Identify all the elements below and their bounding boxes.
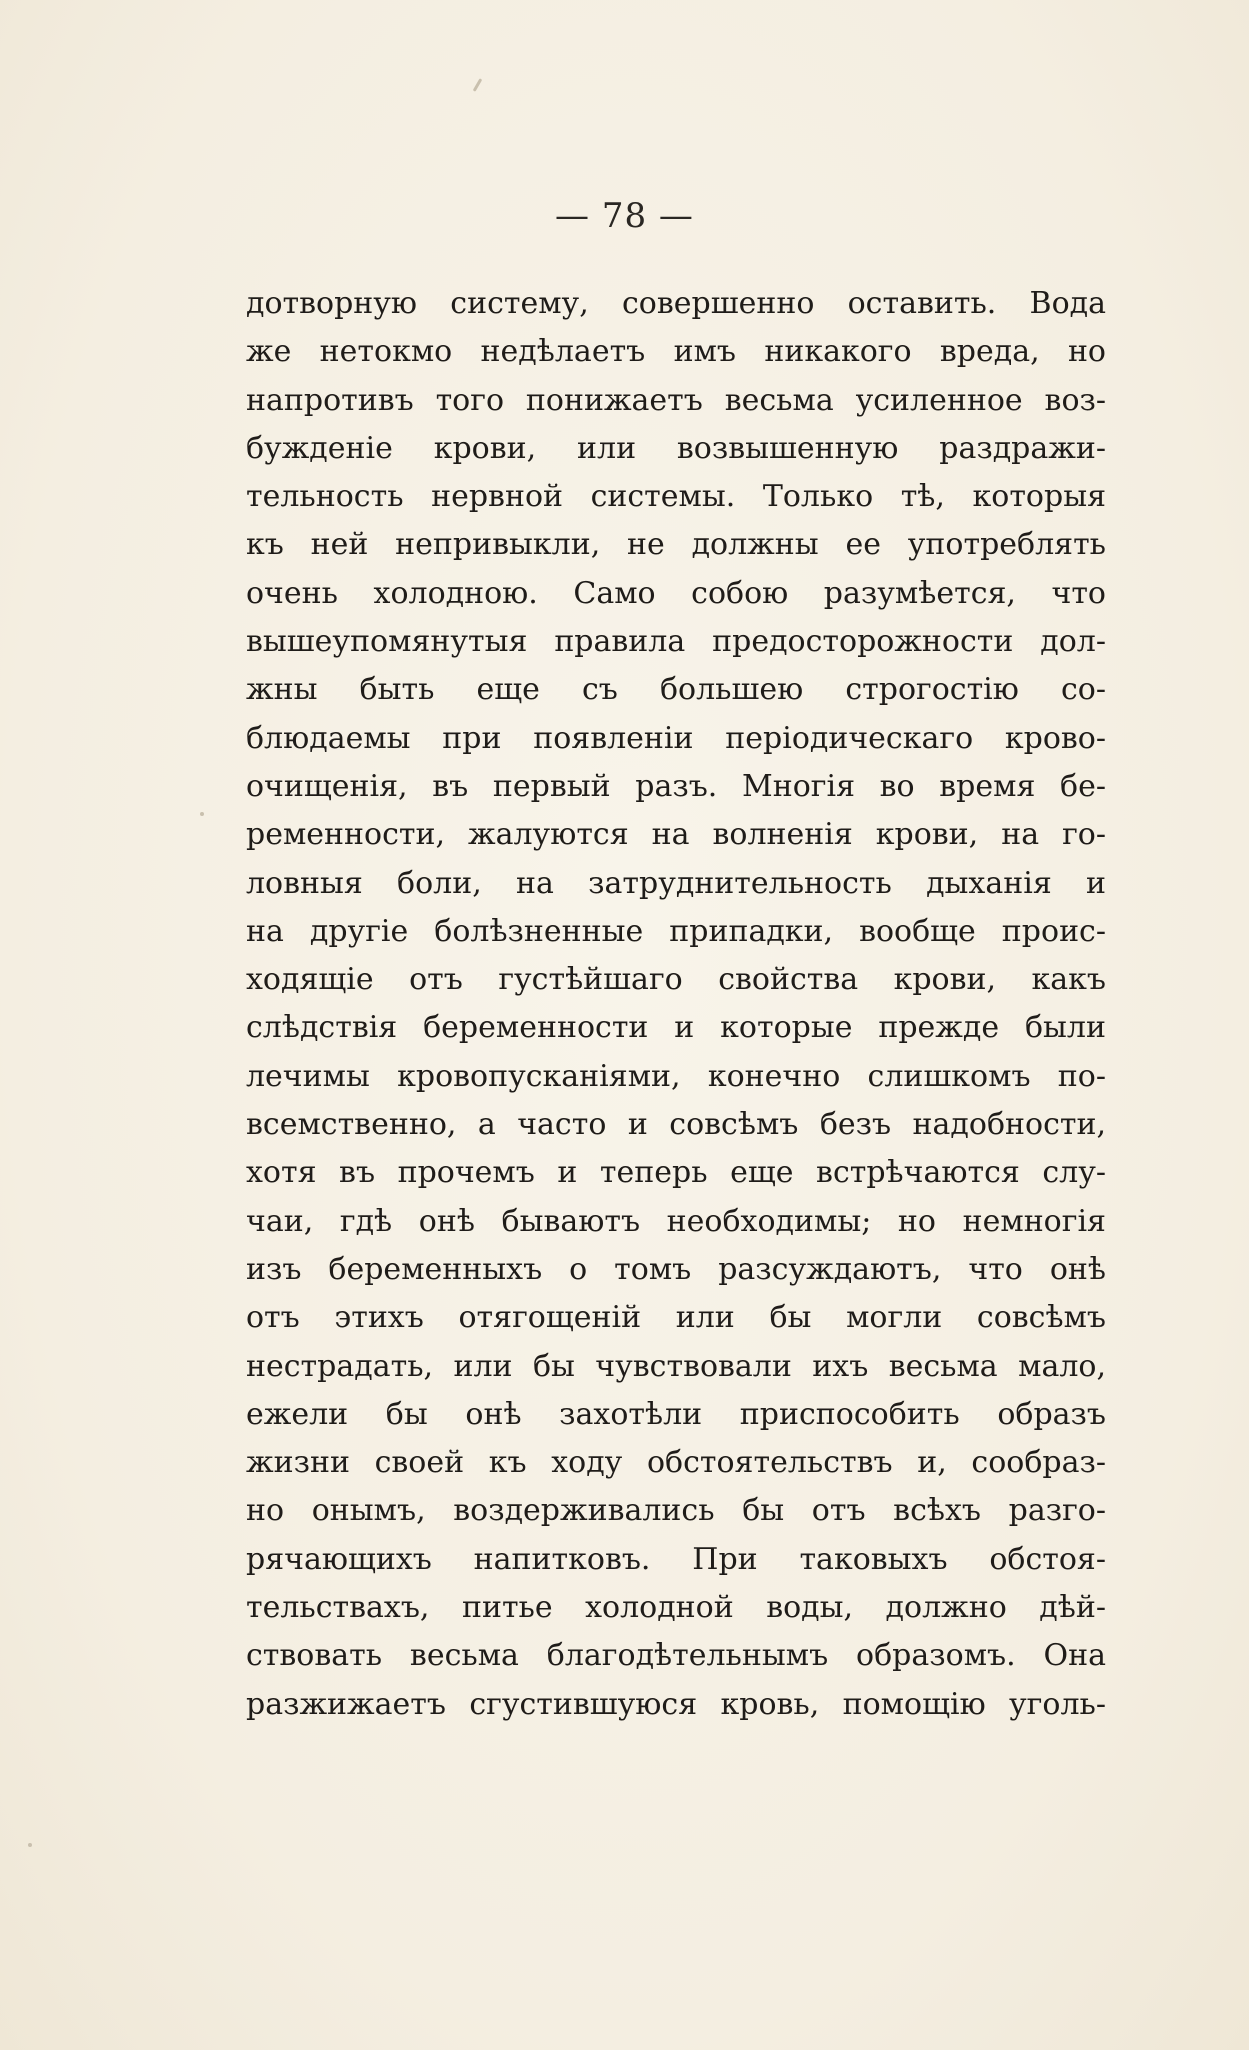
text-line: ежели бы онѣ захотѣли приспособить образъ — [246, 1396, 1106, 1432]
text-line: ходящіе отъ густѣйшаго свойства крови, какъ — [246, 962, 1106, 998]
text-line: тельствахъ, питье холодной воды, должно дѣй- — [246, 1590, 1106, 1626]
text-line: изъ беременныхъ о томъ разсуждаютъ, что онѣ — [246, 1251, 1106, 1287]
page-number: — 78 — — [555, 196, 694, 236]
text-line: тельность нервной системы. Только тѣ, которыя — [246, 479, 1106, 515]
text-line: ствовать весьма благодѣтельнымъ образомъ. Она — [246, 1638, 1106, 1674]
text-line: рячающихъ напитковъ. При таковыхъ обстоя- — [246, 1541, 1106, 1577]
text-line: же нетокмо недѣлаетъ имъ никакого вреда, но — [246, 334, 1106, 370]
text-line: къ ней непривыкли, не должны ее употреблять — [246, 527, 1106, 563]
text-line: разжижаетъ сгустившуюся кровь, помощію уголь- — [246, 1686, 1106, 1722]
text-line: дотворную систему, совершенно оставить. Вода — [246, 286, 1106, 321]
text-line: слѣдствія беременности и которые прежде были — [246, 1010, 1106, 1046]
text-line: очищенія, въ первый разъ. Многія во время бе- — [246, 768, 1106, 804]
paper-speck — [28, 1843, 32, 1847]
text-line: жизни своей къ ходу обстоятельствъ и, сообраз- — [246, 1445, 1106, 1481]
text-line: лечимы кровопусканіями, конечно слишкомъ по- — [246, 1058, 1106, 1094]
text-line: очень холодною. Само собою разумѣется, что — [246, 575, 1106, 611]
text-line: хотя въ прочемъ и теперь еще встрѣчаются слу- — [246, 1155, 1106, 1191]
text-line: на другіе болѣзненные припадки, вообще проис- — [246, 913, 1106, 949]
text-line: ловныя боли, на затруднительность дыханія и — [246, 865, 1106, 901]
body-text — [246, 280, 1106, 1729]
text-line: бужденіе крови, или возвышенную раздражи- — [246, 430, 1106, 466]
text-line: нестрадать, или бы чувствовали ихъ весьма мало, — [246, 1348, 1106, 1384]
text-line: напротивъ того понижаетъ весьма усиленное воз- — [246, 382, 1106, 418]
paper-speck — [473, 78, 483, 92]
text-line: всемственно, а часто и совсѣмъ безъ надобности, — [246, 1107, 1106, 1143]
text-line: вышеупомянутыя правила предосторожности дол- — [246, 624, 1106, 660]
text-line: ременности, жалуются на волненія крови, на го- — [246, 817, 1106, 853]
text-line: отъ этихъ отягощеній или бы могли совсѣмъ — [246, 1300, 1106, 1336]
text-line: блюдаемы при появленіи періодическаго крово- — [246, 720, 1106, 756]
paper-speck — [200, 812, 204, 816]
text-line: чаи, гдѣ онѣ бываютъ необходимы; но немногія — [246, 1203, 1106, 1239]
text-line: жны быть еще съ большею строгостію со- — [246, 672, 1106, 708]
text-line: но онымъ, воздерживались бы отъ всѣхъ разго- — [246, 1493, 1106, 1529]
